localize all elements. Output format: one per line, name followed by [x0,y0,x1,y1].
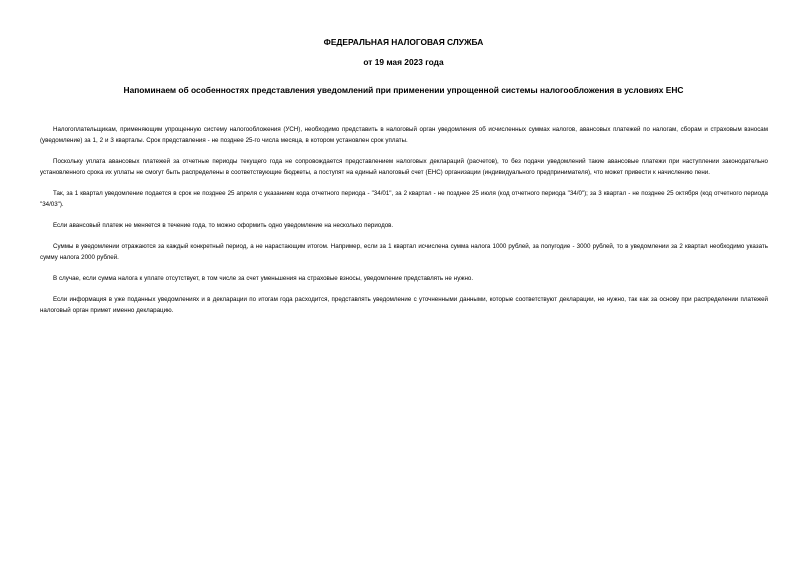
paragraph-no-tax-due: В случае, если сумма налога к уплате отсутствует, в том числе за счет уменьшения на страховые взносы, уведомление представлять не нужно. [53,275,474,282]
paragraph-single-notification: Если авансовый платеж не меняется в течение года, то можно оформить одно уведомление на несколько периодов. [53,222,394,229]
document-date: от 19 мая 2023 года [363,57,444,67]
organization-name: ФЕДЕРАЛЬНАЯ НАЛОГОВАЯ СЛУЖБА [323,37,484,47]
paragraph-advance-payments: Поскольку уплата авансовых платежей за отчетные периоды текущего года не сопровождается представлением налоговых деклараций (расчетов), то без подачи уведомлений такие авансовые платежи при наступлении законодательно установленного срока их уплаты не смогут быть распределены в соответствующие бюджеты, а поступят на единый налоговый счет (ЕНС) организации (индивидуального предпринимателя), что может привести к начислению пени. [40,158,768,176]
paragraph-period-amounts: Суммы в уведомлении отражаются за каждый конкретный период, а не нарастающим итогом. Например, если за 1 квартал исчислена сумма налога 1000 рублей, за полугодие - 3000 рублей, то в уведомлении за 2 квартал необходимо указать сумму налога 2000 рублей. [40,243,768,261]
document-body [40,124,768,326]
paragraph-deadlines: Так, за 1 квартал уведомление подается в срок не позднее 25 апреля с указанием кода отчетного периода - "34/01", за 2 квартал - не позднее 25 июля (код отчетного периода "34/0"); за 3 квартал - не позднее 25 октября (код отчетного периода "34/03"). [40,190,768,208]
paragraph-declaration-priority: Если информация в уже поданных уведомлениях и в декларации по итогам года расходится, представлять уведомление с уточненными данными, которые соответствуют декларации, не нужно, так как за основу при распределении платежей налоговый орган примет именно декларацию. [40,296,768,314]
document-title: Напоминаем об особенностях представления уведомлений при применении упрощенной системы налогообложения в условиях ЕНС [123,85,684,95]
paragraph-usn-notifications: Налогоплательщикам, применяющим упрощенную систему налогообложения (УСН), необходимо представить в налоговый орган уведомления об исчисленных суммах налогов, авансовых платежей по налогам, сборам и страховым взносам (уведомление) за 1, 2 и 3 кварталы. Срок представления - не позднее 25-го числа месяца, в котором установлен срок уплаты. [40,126,768,144]
